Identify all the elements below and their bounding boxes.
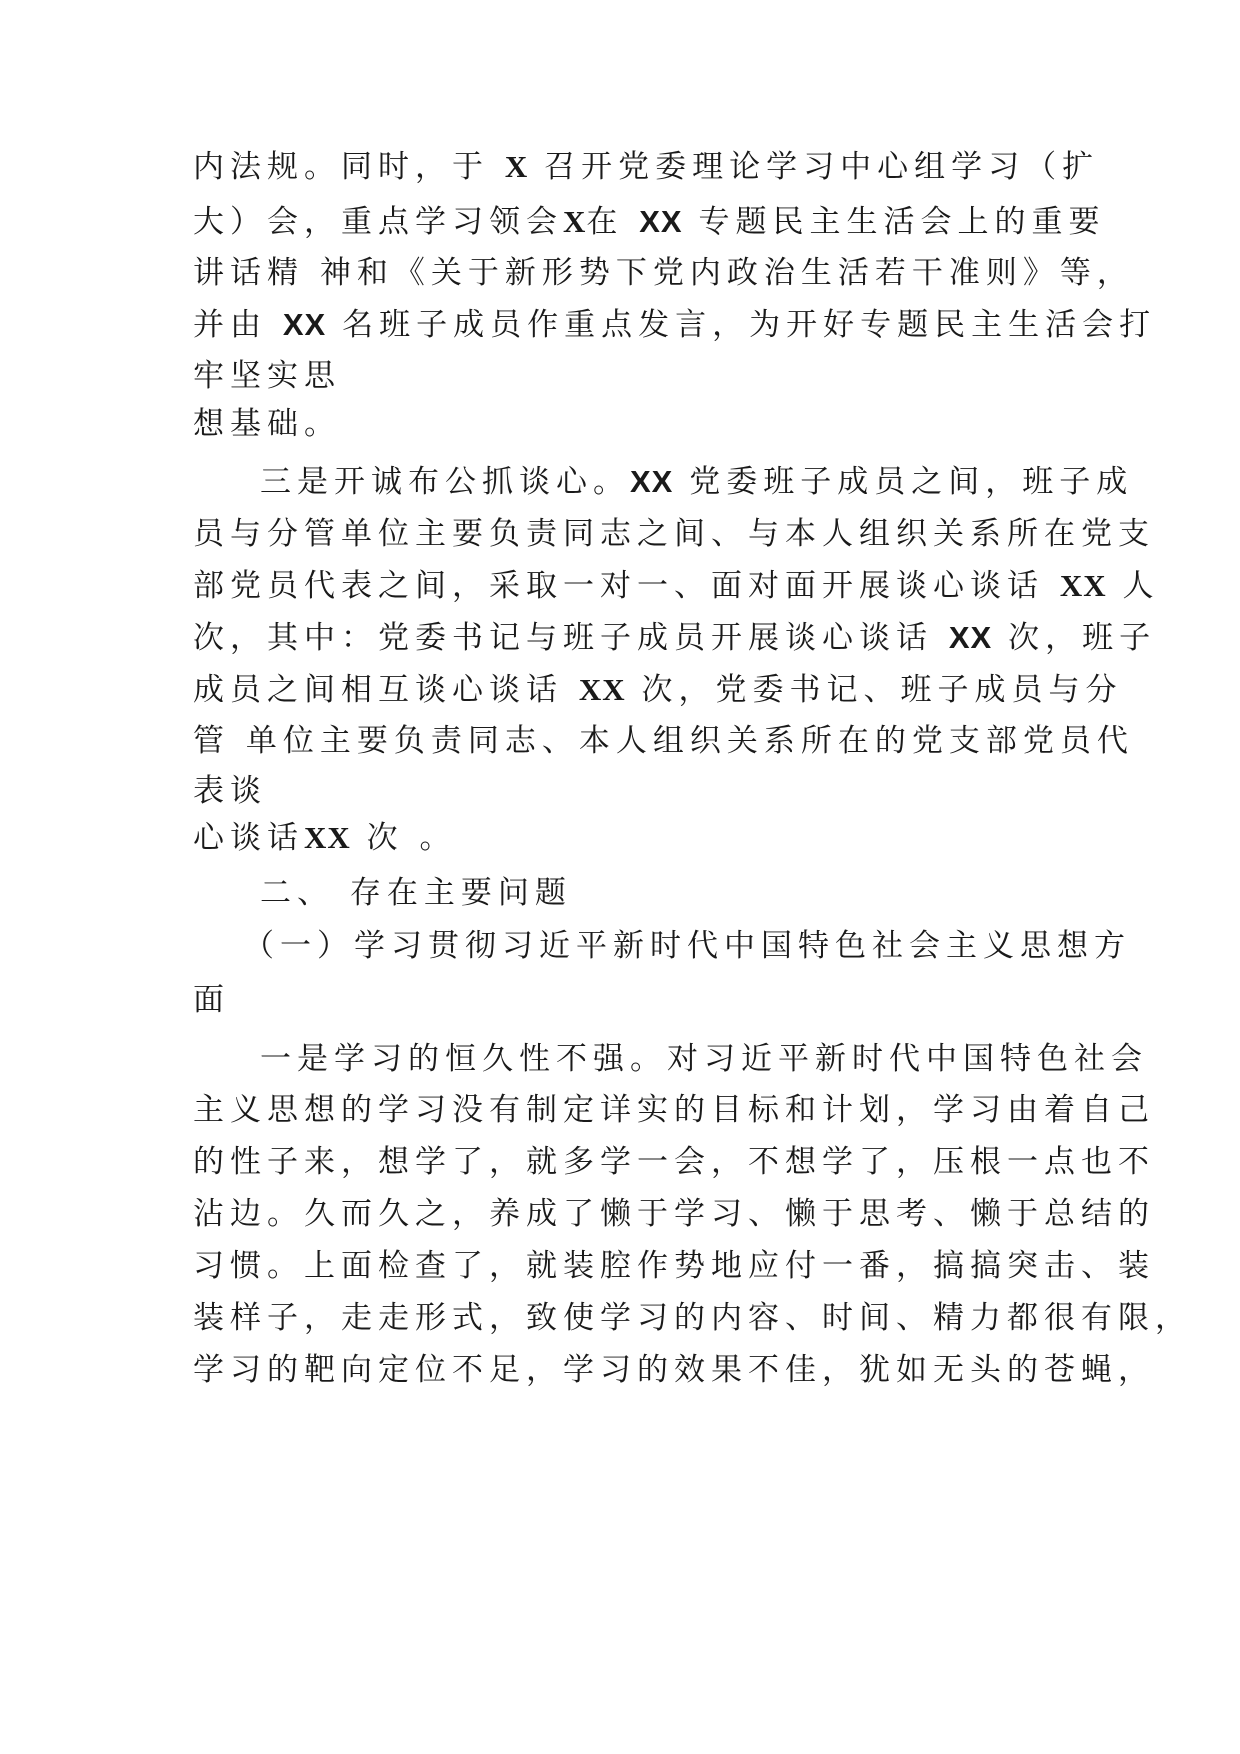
text-line-23 [193,1298,1192,1338]
text-segment: 员与分管单位主要负责同志之间、与本人组织关系所在党支 [193,516,1155,552]
text-segment: 习惯。上面检查了，就装腔作势地应付一番，搞搞突击、装 [193,1248,1155,1284]
text-line-4 [193,305,1156,345]
placeholder-xx: XX [304,820,351,855]
text-segment: 讲话精 神和《关于新形势下党内政治生活若干准则》等， [193,255,1134,291]
placeholder-x: X [563,204,587,239]
section-heading [260,873,572,913]
text-line-2 [193,202,1105,242]
text-segment: 内法规。同时，于 [193,149,505,185]
text-line-17 [193,980,230,1020]
text-line-24 [193,1350,1155,1390]
text-segment: 表谈 [193,773,267,809]
text-segment: 成员之间相互谈心谈话 [193,672,579,708]
text-segment: 心谈话 [193,820,304,856]
text-segment: 沾边。久而久之，养成了懒于学习、懒于思考、懒于总结的 [193,1196,1155,1232]
text-segment: 面 [193,982,230,1018]
text-segment: 部党员代表之间，采取一对一、面对面开展谈心谈话 [193,568,1060,604]
text-segment: 想基础。 [193,406,341,442]
text-line-21 [193,1194,1155,1234]
text-line-1 [193,147,1099,187]
text-line-7 [260,462,1133,502]
placeholder-xx: XX [948,620,993,655]
text-segment: 召开党委理论学习中心组学习（扩 [528,149,1100,185]
text-line-5 [193,356,341,396]
text-segment: 名班子成员作重点发言，为开好专题民主生活会打 [326,307,1157,343]
text-segment: 管 单位主要负责同志、本人组织关系所在的党支部党员代 [193,723,1134,759]
text-line-20 [193,1142,1155,1182]
text-line-10 [193,618,1156,658]
text-segment: 人 [1106,568,1160,604]
heading-text: （一）学习贯彻习近平新时代中国特色社会主义思想方 [243,928,1131,964]
placeholder-xx: XX [1059,568,1107,603]
text-segment: 并由 [193,307,283,343]
text-line-11 [193,670,1123,710]
text-line-18 [260,1039,1148,1079]
placeholder-xx: XX [639,204,683,239]
text-line-8 [193,514,1155,554]
text-segment: 次，班子 [992,620,1157,656]
text-segment: 次 。 [350,820,457,856]
text-line-22 [193,1246,1155,1286]
text-line-6 [193,404,341,444]
placeholder-xx: XX [282,307,327,342]
placeholder-x: X [504,149,529,184]
text-segment: 装样子，走走形式，致使学习的内容、时间、精力都很有限， [193,1300,1192,1336]
text-segment: 牢坚实思 [193,358,341,394]
text-segment: 次，其中：党委书记与班子成员开展谈心谈话 [193,620,949,656]
text-segment: 一是学习的恒久性不强。对习近平新时代中国特色社会 [260,1041,1148,1077]
subsection-heading [243,926,1131,966]
text-segment: 的性子来，想学了，就多学一会，不想学了，压根一点也不 [193,1144,1155,1180]
text-line-14 [193,818,457,858]
text-segment: 次，党委书记、班子成员与分 [625,672,1123,708]
text-segment: 学习的靶向定位不足，学习的效果不佳，犹如无头的苍蝇， [193,1352,1155,1388]
text-line-13 [193,771,267,811]
text-segment: 在 [586,204,640,240]
text-segment: 党委班子成员之间，班子成 [673,464,1134,500]
text-segment: 主义思想的学习没有制定详实的目标和计划，学习由着自己 [193,1092,1155,1128]
text-segment: 大）会，重点学习领会 [193,204,563,240]
text-segment: 三是开诚布公抓谈心。 [260,464,630,500]
text-segment: 专题民主生活会上的重要 [682,204,1106,240]
text-line-19 [193,1090,1155,1130]
text-line-3 [193,253,1134,293]
text-line-12 [193,721,1134,761]
placeholder-xx: XX [578,672,626,707]
text-line-9 [193,566,1160,606]
placeholder-xx: XX [630,464,674,499]
heading-text: 二、 存在主要问题 [260,875,572,911]
